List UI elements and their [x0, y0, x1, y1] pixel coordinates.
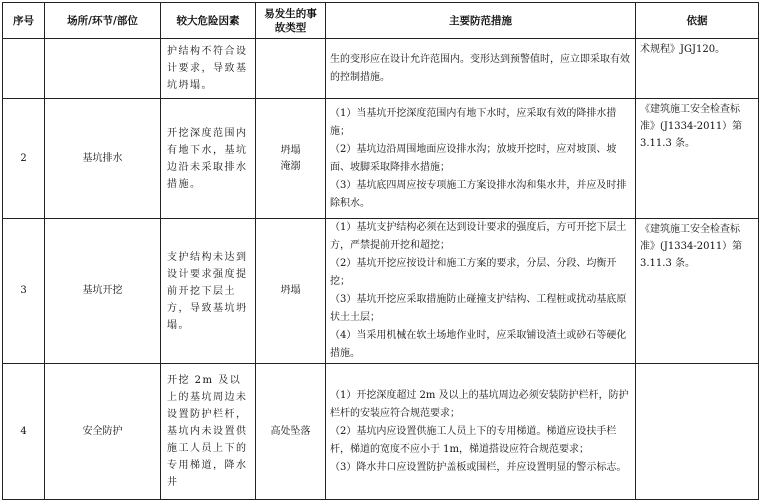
cell-basis — [636, 364, 759, 500]
header-measures: 主要防范措施 — [326, 3, 636, 39]
cell-location: 基坑开挖 — [45, 219, 161, 364]
measure-line: （2）基坑内应设置供施工人员上下的专用梯道。梯道应设扶手栏杆，梯道的宽度不应小于 1m，梯道搭设应符合规范要求； — [330, 425, 617, 455]
header-location: 场所/环节/部位 — [45, 3, 161, 39]
measure-line: （3）降水井口应设置防护盖板或围栏，并应设置明显的警示标志。 — [330, 461, 627, 473]
header-row — [3, 3, 759, 39]
cell-seq: 3 — [3, 219, 45, 364]
cell-measures — [326, 219, 636, 364]
cell-basis: 《建筑施工安全检查标准》(J1334-2011）第 3.11.3 条。 — [636, 219, 759, 364]
cell-location — [45, 39, 161, 99]
cell-hazard: 护结构不符合设计要求，导致基坑坍塌。 — [161, 39, 256, 99]
header-seq: 序号 — [3, 3, 45, 39]
table-row — [3, 99, 759, 219]
cell-location: 安全防护 — [45, 364, 161, 500]
header-accident: 易发生的事故类型 — [256, 3, 326, 39]
cell-accident: 坍塌 — [256, 219, 326, 364]
measure-line: （4）当采用机械在软土场地作业时，应采取铺设渣土或砂石等硬化措施。 — [330, 330, 627, 359]
cell-hazard: 支护结构未达到设计要求强度提前开挖下层土方，导致基坑坍塌。 — [161, 219, 256, 364]
cell-seq — [3, 39, 45, 99]
cell-location: 基坑排水 — [45, 99, 161, 219]
cell-basis: 术规程》JGJ120。 — [636, 39, 759, 99]
table-row — [3, 219, 759, 364]
hazard-table — [2, 2, 759, 500]
measure-line: （3）基坑底四周应按专项施工方案设排水沟和集水井，并应及时排除积水。 — [330, 179, 627, 209]
measure-line: （1）基坑支护结构必须在达到设计要求的强度后，方可开挖下层土方，严禁提前开挖和超挖； — [330, 222, 627, 251]
measure-line: （2）基坑开挖应按设计和施工方案的要求，分层、分段、均衡开挖； — [330, 258, 617, 287]
measure-line: 生的变形应在设计允许范围内。变形达到预警值时，应立即采取有效的控制措施。 — [330, 53, 630, 83]
measure-line: （1）开挖深度超过 2m 及以上的基坑周边必须安装防护栏杆，防护栏杆的安装应符合规范要求； — [330, 389, 629, 419]
cell-accident — [256, 39, 326, 99]
cell-measures — [326, 364, 636, 500]
cell-accident: 坍塌 淹溺 — [256, 99, 326, 219]
measure-line: （2）基坑边沿周围地面应设排水沟；放坡开挖时，应对坡顶、坡面、坡脚采取降排水措施； — [330, 143, 617, 173]
header-hazard: 较大危险因素 — [161, 3, 256, 39]
cell-measures — [326, 39, 636, 99]
cell-measures — [326, 99, 636, 219]
cell-hazard: 开挖深度范围内有地下水，基坑边沿未采取排水措施。 — [161, 99, 256, 219]
table-row — [3, 39, 759, 99]
measure-line: （1）当基坑开挖深度范围内有地下水时，应采取有效的降排水措施； — [330, 107, 617, 137]
cell-seq: 4 — [3, 364, 45, 500]
cell-basis: 《建筑施工安全检查标准》(J1334-2011）第 3.11.3 条。 — [636, 99, 759, 219]
cell-accident: 高处坠落 — [256, 364, 326, 500]
measure-line: （3）基坑开挖应采取措施防止碰撞支护结构、工程桩或扰动基底原状土土层； — [330, 294, 627, 323]
cell-seq: 2 — [3, 99, 45, 219]
cell-hazard: 开挖 2m 及以上的基坑周边未设置防护栏杆，基坑内未设置供施工人员上下的专用梯道，降水井 — [161, 364, 256, 500]
header-basis: 依据 — [636, 3, 759, 39]
table-row — [3, 364, 759, 500]
